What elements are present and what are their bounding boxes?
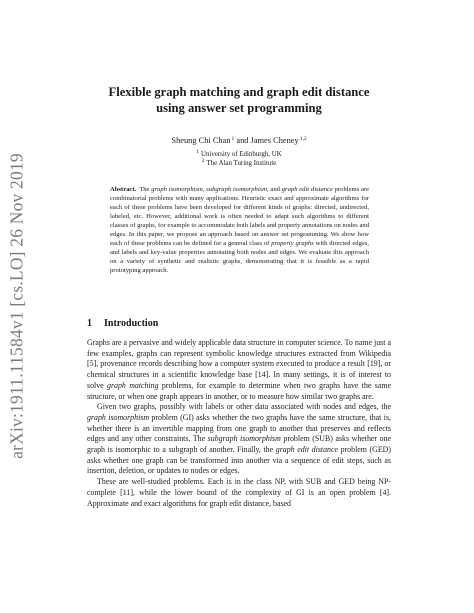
abstract-term: graph isomorphism [151,186,203,193]
section-title: Introduction [104,318,159,329]
paragraph-text: Graphs are a pervasive and widely applicable data structure in computer science. To name just a few examples, graphs can represent symbolic knowledge structures extracted from Wikipedia [5], provenance records describing how a computer system executed to produce a result [19], or chemical structures in a scientific knowledge base [14]. In many settings, it is of interest to solve [87,338,391,390]
paragraph-text: problem (GI) asks whether the two graphs have the same structure, that is, whether there is an invertible mapping from one graph to another that preserves and reflects edges and any other constraints. The [87,412,391,444]
paragraph-text: problems, for example to determine when two graphs have the same structure, or when one graph appears in another, or to measure how similar two graphs are. [87,380,391,401]
abstract-text: , and [267,186,282,193]
author-list [87,134,391,146]
arxiv-identifier: arXiv:1911.11584v1 [cs.LO] 26 Nov 2019 [6,153,27,459]
paragraph-term: graph isomorphism [87,412,150,422]
paragraph-2 [87,402,391,477]
arxiv-stamp [2,136,32,476]
section-number: 1 [87,318,92,329]
author-name: James Cheney [250,136,299,145]
affiliation-mark: 1 [196,149,200,155]
abstract-text: The [139,186,152,193]
author-name: Sheung Chi Chan [171,136,231,145]
abstract-term: property graphs [271,240,314,248]
paragraph-term: graph matching [107,380,159,390]
affiliation-mark: 2 [201,158,205,164]
paragraph-text: problem (SUB) asks whether one graph is isomorphic to a subgraph of another. Finally, the [87,434,391,455]
abstract-text: , [202,186,207,193]
abstract [110,185,369,275]
paragraph-text: Given two graphs, possibly with labels or other data associated with nodes and edges, the [97,402,391,412]
abstract-text: problems are combinatorial problems with many applications. Heuristic exact and approximate algorithms for each of these problems have been developed for different kinds of graphs: directed, undirected, labeled, etc. However, additional work is often needed to adapt such algorithms to different classes of graphs, for example to accommodate both labels and property annotations on nodes and edges. In this paper, we propose an approach based on answer set programming. We show how each of these problems can be defined for a general class of [110,186,370,248]
affiliation-name: University of Edinburgh, UK [201,151,282,158]
paragraph-text: These are well-studied problems. Each is in the class NP, with SUB and GED being NP-complete [11], while the lower bound of the complexity of GI is an open problem [4]. Approximate and exact algorithms for graph edit distance, based [87,477,391,508]
paragraph-3 [87,477,391,509]
section-body [87,338,391,509]
abstract-term: subgraph isomorphism [206,186,268,193]
paragraph-term: graph edit distance [275,445,338,455]
abstract-term: graph edit distance [281,186,333,193]
abstract-label: Abstract. [110,186,137,193]
paragraph-term: subgraph isomorphism [207,434,281,444]
affiliation-2 [87,157,391,168]
affiliation-name: The Alan Turing Institute [206,160,277,167]
title-line-2: using answer set programming [156,101,322,115]
author-separator: and [234,136,251,145]
section-heading [87,318,391,330]
paragraph-text: problem (GED) asks whether one graph can be transformed into another via a sequence of edit steps, such as insertion, deletion, or updates to nodes or edges. [87,445,391,476]
paragraph-1 [87,338,391,402]
abstract-text: with directed edges, and labels and key-value properties annotating both nodes and edges. We evaluate this approach on a variety of synthetic and realistic graphs, demonstrating that it is feasible as a rapid prototyping approach. [110,240,369,275]
paper-title [87,84,391,116]
affiliation-mark: 1,2 [299,136,307,142]
affiliation-mark: 1 [231,136,235,142]
title-line-1: Flexible graph matching and graph edit distance [108,85,370,99]
